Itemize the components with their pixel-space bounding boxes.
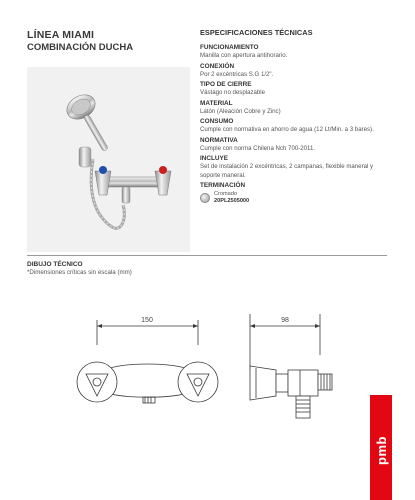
spec-tipo-de-cierre bbox=[200, 81, 392, 98]
shower-head bbox=[63, 90, 119, 158]
spec-label: CONSUMO bbox=[200, 118, 234, 125]
specs-heading: ESPECIFICACIONES TÉCNICAS bbox=[200, 28, 313, 37]
finish-name: Cromado bbox=[214, 191, 238, 197]
brand-logo bbox=[370, 420, 392, 480]
chrome-swatch-icon bbox=[200, 193, 210, 203]
cold-indicator bbox=[99, 166, 107, 174]
spec-value: Manilla con apertura antihorario. bbox=[200, 52, 288, 60]
spec-value: Latón (Aleación Cobre y Zinc) bbox=[200, 107, 281, 115]
spec-value: Por 2 excéntricas S.G 1/2". bbox=[200, 70, 274, 78]
product-title: LÍNEA MIAMI bbox=[27, 29, 95, 41]
dimension-depth-label: 98 bbox=[281, 317, 289, 324]
spec-label: TERMINACIÓN bbox=[200, 181, 246, 189]
dimension-width-label: 150 bbox=[141, 317, 153, 324]
spec-material bbox=[200, 100, 392, 117]
spec-label: INCLUYE bbox=[200, 155, 229, 162]
spec-label: TIPO DE CIERRE bbox=[200, 81, 252, 88]
finish-info bbox=[214, 191, 249, 204]
spec-consumo bbox=[200, 118, 392, 135]
product-title-block bbox=[27, 29, 133, 53]
spec-incluye bbox=[200, 155, 392, 180]
spec-terminacion bbox=[200, 182, 392, 204]
brand-name: pmb bbox=[373, 435, 389, 465]
hot-indicator bbox=[159, 166, 167, 174]
side-view bbox=[250, 366, 332, 418]
spec-conexion bbox=[200, 63, 392, 80]
section-divider bbox=[27, 255, 387, 256]
spec-normativa bbox=[200, 137, 392, 154]
spec-value: Set de instalación 2 excéntricas, 2 campanas, flexible maneral y soporte maneral. bbox=[200, 163, 374, 179]
product-photo bbox=[27, 67, 190, 252]
technical-drawing bbox=[0, 300, 370, 500]
finish-code: 20PL2505000 bbox=[214, 197, 250, 204]
spec-label: FUNCIONAMIENTO bbox=[200, 44, 259, 51]
shower-mixer-illustration bbox=[27, 67, 190, 252]
spec-label: CONEXIÓN bbox=[200, 62, 235, 70]
technical-drawing-header bbox=[27, 261, 132, 276]
spec-funcionamiento bbox=[200, 44, 392, 61]
spec-value: Cumple con norma Chilena Nch 700-2011. bbox=[200, 144, 316, 152]
technical-drawing-note: *Dimensiones críticas sin escala (mm) bbox=[27, 269, 132, 276]
spec-value: Vástago no desplazable bbox=[200, 89, 266, 97]
spec-label: MATERIAL bbox=[200, 99, 233, 107]
spec-value: Cumple con normativa en ahorro de agua (12 Lt/Min. a 3 bares). bbox=[200, 126, 374, 134]
finish-row bbox=[200, 191, 392, 204]
product-subtitle: COMBINACIÓN DUCHA bbox=[27, 42, 134, 53]
technical-specifications bbox=[200, 28, 392, 206]
technical-drawing-title: DIBUJO TÉCNICO bbox=[27, 261, 83, 268]
spec-label: NORMATIVA bbox=[200, 136, 238, 144]
front-view bbox=[77, 362, 218, 403]
